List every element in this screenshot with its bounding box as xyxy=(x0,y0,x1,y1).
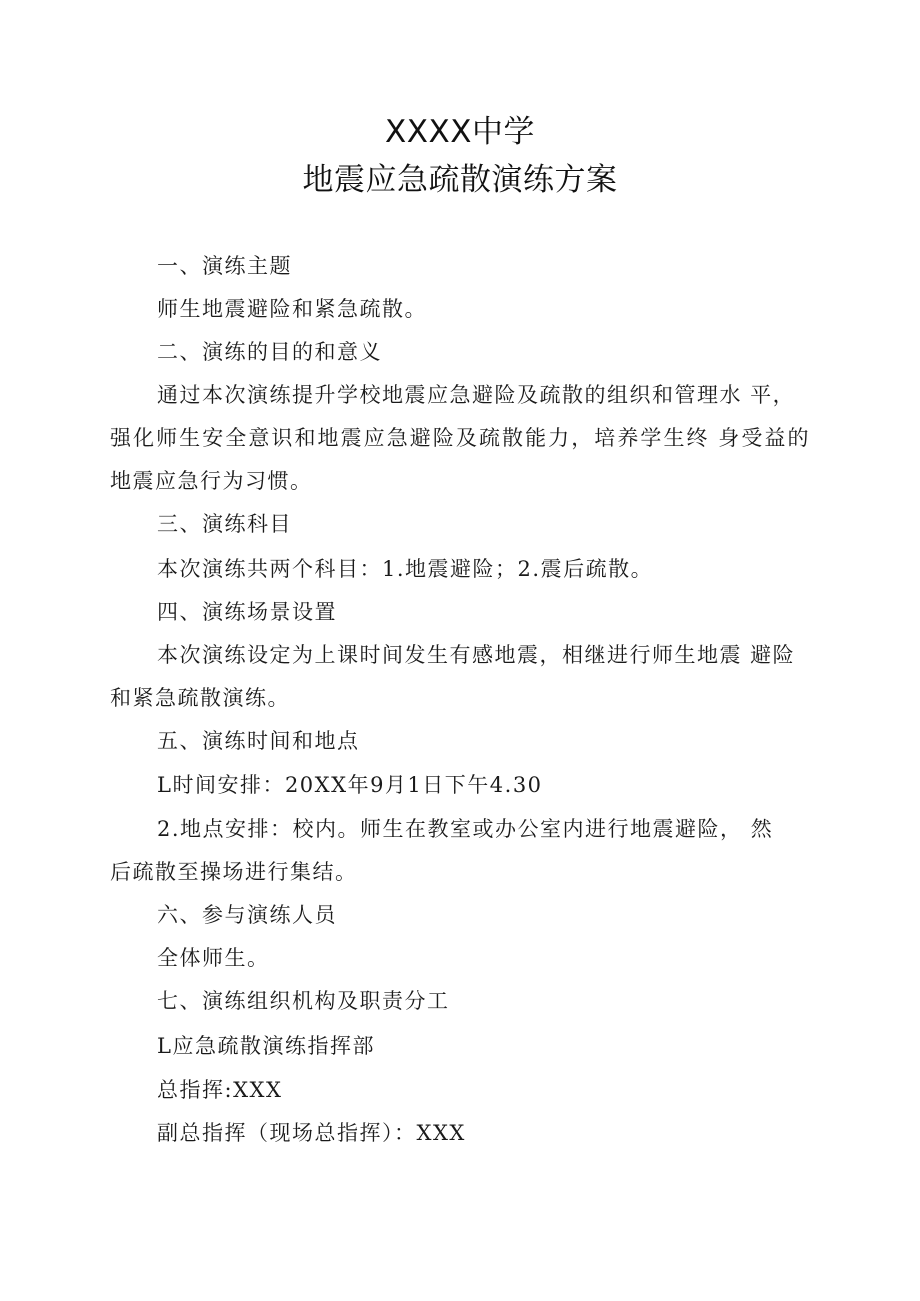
paragraph-line: 总指挥:XXX xyxy=(157,1078,283,1102)
paragraph-line: L时间安排：20XX年9月1日下午4.30 xyxy=(157,773,543,797)
section-heading-organization: 七、演练组织机构及职责分工 xyxy=(157,989,450,1013)
document-title-plan: 地震应急疏散演练方案 xyxy=(302,162,618,198)
paragraph-line: L应急疏散演练指挥部 xyxy=(157,1034,375,1058)
paragraph-line: 后疏散至操场进行集结。 xyxy=(110,860,358,884)
paragraph-line: 和紧急疏散演练。 xyxy=(110,686,290,710)
section-heading-purpose: 二、演练的目的和意义 xyxy=(157,340,382,364)
section-heading-participants: 六、参与演练人员 xyxy=(157,903,337,927)
paragraph-line: 地震应急行为习惯。 xyxy=(110,469,313,493)
paragraph-line: 师生地震避险和紧急疏散。 xyxy=(157,297,427,321)
document-title-school: XXXX中学 xyxy=(385,114,535,150)
paragraph-line: 通过本次演练提升学校地震应急避险及疏散的组织和管理水 平， xyxy=(157,383,796,407)
section-heading-scenario: 四、演练场景设置 xyxy=(157,600,337,624)
paragraph-line: 副总指挥（现场总指挥）：XXX xyxy=(157,1121,466,1145)
section-heading-time-place: 五、演练时间和地点 xyxy=(157,729,360,753)
paragraph-line: 全体师生。 xyxy=(157,946,270,970)
section-heading-subjects: 三、演练科目 xyxy=(157,512,292,536)
paragraph-line: 2.地点安排：校内。师生在教室或办公室内进行地震避险， 然 xyxy=(157,817,774,841)
paragraph-line: 本次演练设定为上课时间发生有感地震，相继进行师生地震 避险 xyxy=(157,643,796,667)
paragraph-line: 本次演练共两个科目：1.地震避险；2.震后疏散。 xyxy=(157,557,654,581)
section-heading-theme: 一、演练主题 xyxy=(157,254,292,278)
paragraph-line: 强化师生安全意识和地震应急避险及疏散能力，培养学生终 身受益的 xyxy=(110,426,810,450)
